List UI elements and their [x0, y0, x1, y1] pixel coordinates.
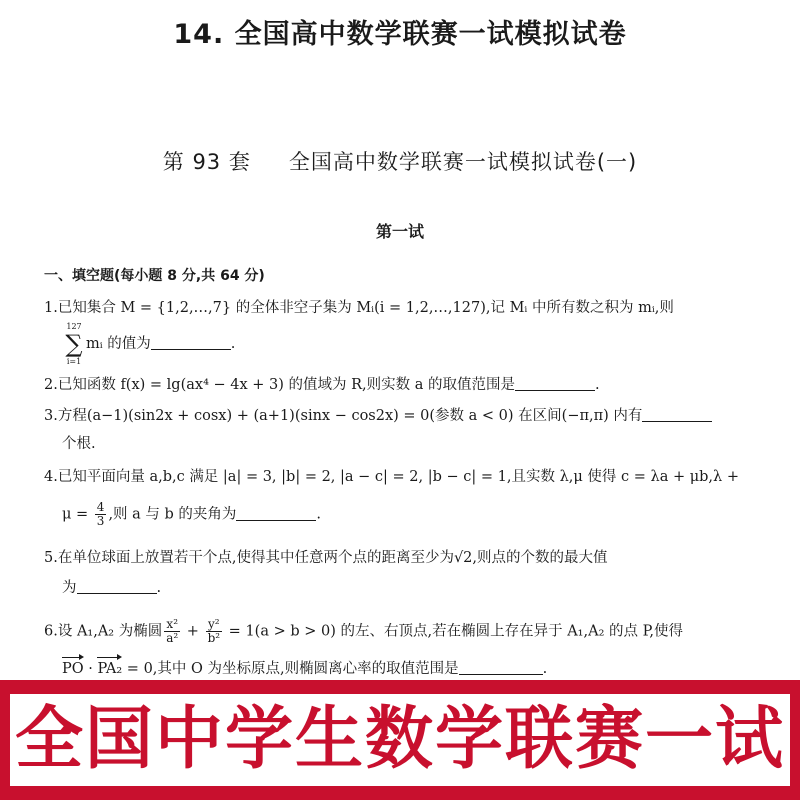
answer-blank-3[interactable]: [642, 407, 712, 422]
fraction-x2-a2: [164, 618, 180, 645]
fraction-numerator: x²: [164, 618, 180, 632]
sum-lower-limit: i=1: [66, 357, 82, 366]
question-1-tail: 的值为: [102, 336, 151, 352]
question-4-line2: [62, 501, 321, 528]
plus-sign: +: [182, 623, 204, 640]
question-6-tail: = 0,其中 O 为坐标原点,则椭圆离心率的取值范围是: [122, 661, 459, 677]
sum-upper-limit: 127: [66, 322, 82, 331]
question-4: [44, 467, 756, 528]
question-5: [44, 548, 756, 596]
question-1: [44, 298, 756, 366]
vector-po: PO: [62, 656, 84, 679]
question-6-line1-tail: = 1(a > b > 0) 的左、右顶点,若在椭圆上存在异于 A₁,A₂ 的点 P,使得: [224, 623, 684, 640]
answer-blank-1[interactable]: [151, 335, 231, 350]
fraction-numerator: y²: [206, 618, 223, 632]
sum-term: mᵢ: [86, 336, 103, 352]
fraction-numerator: 4: [96, 500, 105, 514]
section-heading: 一、填空题(每小题 8 分,共 64 分): [44, 268, 265, 284]
question-3-line1: 3.方程(a−1)(sin2x + cosx) + (a+1)(sinx − cos2x) = 0(参数 a < 0) 在区间(−π,π) 内有: [44, 408, 643, 424]
promo-banner: [0, 680, 800, 800]
fraction-denominator: a²: [166, 631, 179, 645]
fraction-y2-b2: [206, 618, 223, 645]
question-5-end: .: [156, 580, 162, 596]
question-3: [44, 406, 756, 452]
answer-blank-5[interactable]: [77, 579, 157, 594]
question-3-line2: 个根.: [62, 436, 96, 452]
question-6-end: .: [542, 661, 548, 677]
fraction-four-thirds: [95, 501, 107, 528]
question-6: [44, 617, 756, 677]
part-title: 第一试: [375, 222, 424, 241]
promo-banner-panel: [10, 694, 790, 786]
dot-operator: ·: [83, 661, 98, 677]
question-2-end: .: [595, 377, 600, 393]
question-1-line1: 1.已知集合 M = {1,2,…,7} 的全体非空子集为 Mᵢ(i = 1,2,…,127),记 Mᵢ 中所有数之积为 mᵢ,则: [44, 300, 674, 316]
promo-banner-text: 全国中学生数学联赛一试: [14, 700, 785, 779]
answer-blank-6[interactable]: [459, 660, 543, 675]
question-6-intro: 6.设 A₁,A₂ 为椭圆: [44, 623, 163, 640]
answer-blank-2[interactable]: [515, 376, 595, 391]
question-4-line1: 4.已知平面向量 a,b,c 满足 |a| = 3, |b| = 2, |a − c| = 2, |b − c| = 1,且实数 λ,μ 使得 c = λa + μb,λ +: [44, 469, 739, 485]
question-1-line2: [62, 324, 235, 364]
summation-symbol: [62, 324, 86, 364]
question-5-wei: 为: [62, 580, 77, 596]
question-6-line2: [62, 656, 547, 679]
question-4-tail: ,则 a 与 b 的夹角为: [108, 506, 237, 523]
fraction-denominator: 3: [96, 514, 105, 528]
set-name: 全国高中数学联赛一试模拟试卷(一): [288, 150, 638, 174]
question-5-line2: [62, 578, 161, 598]
question-4-end: .: [316, 506, 322, 523]
answer-blank-4[interactable]: [236, 506, 316, 521]
question-1-end: .: [230, 336, 236, 352]
chapter-title: 14. 全国高中数学联赛一试模拟试卷: [173, 19, 627, 50]
question-5-line1: 5.在单位球面上放置若干个点,使得其中任意两个点的距离至少为√2,则点的个数的最大值: [44, 550, 608, 566]
question-2-text: 2.已知函数 f(x) = lg(ax⁴ − 4x + 3) 的值域为 R,则实数 a 的取值范围是: [44, 377, 516, 393]
question-2: [44, 375, 756, 395]
vector-pa2: PA₂: [97, 656, 122, 679]
question-4-mu: μ =: [62, 506, 93, 523]
set-number: 第 93 套: [162, 150, 251, 174]
sigma-glyph: ∑: [65, 330, 83, 358]
set-title: [0, 146, 800, 176]
fraction-denominator: b²: [207, 631, 221, 645]
